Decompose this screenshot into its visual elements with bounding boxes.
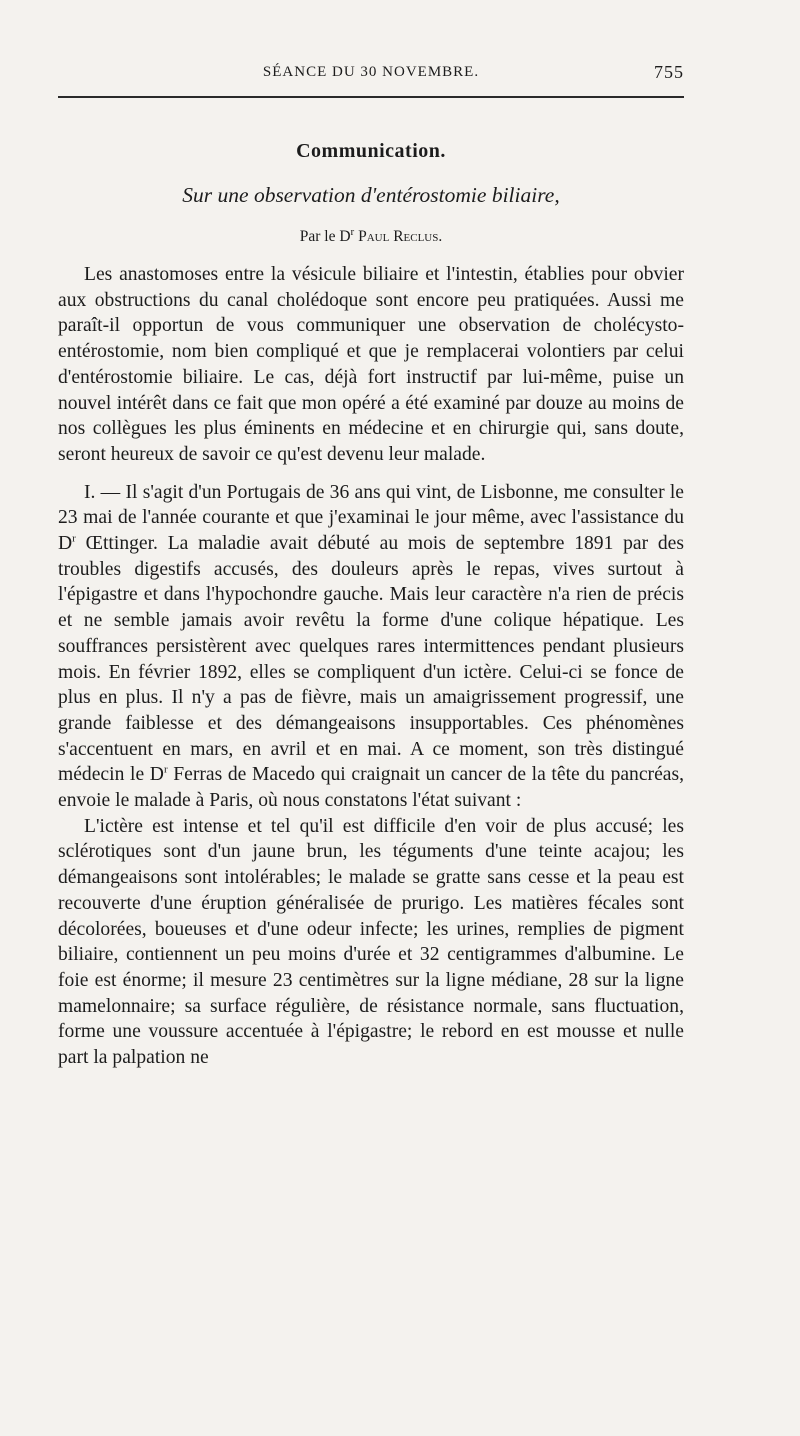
case-history-sup-1: r bbox=[72, 532, 76, 545]
header-rule bbox=[58, 96, 684, 98]
article-title: Sur une observation d'entérostomie biliaire, bbox=[182, 183, 560, 207]
byline bbox=[58, 225, 684, 246]
running-title: SÉANCE DU 30 NOVEMBRE. bbox=[262, 64, 480, 80]
byline-prefix: Par le D bbox=[299, 228, 351, 245]
running-head bbox=[58, 60, 684, 90]
paragraph-intro: Les anastomoses entre la vésicule biliaire et l'intestin, établies pour obvier aux obstructions du canal cholédoque sont encore peu pratiquées. Aussi me paraît-il opportun de vous communiquer une observation de cholécysto-entérostomie, nom bien compliqué et que je remplacerai volontiers par celui d'entérostomie biliaire. Le cas, déjà fort instructif par lui-même, puise un nouvel intérêt dans ce fait que mon opéré a été examiné par douze au moins de nos collègues les plus éminents en médecine et en chirurgie qui, sans doute, seront heureux de savoir ce qu'est devenu leur malade. bbox=[58, 264, 684, 465]
book-page bbox=[58, 60, 684, 1071]
case-history-part-a: I. — Il s'agit d'un Portugais de 36 ans qui vint, de Lisbonne, me consulter le 23 mai de l'année courante et que j'examinai le jour même, avec l'assistance du D bbox=[58, 481, 684, 555]
byline-sup: r bbox=[350, 225, 355, 238]
case-history-part-c: Ferras de Macedo qui craignait un cancer de la tête du pancréas, envoie le malade à Paris, où nous constatons l'état suivant : bbox=[58, 764, 684, 812]
body-text bbox=[58, 262, 684, 1071]
byline-author: Paul Reclus. bbox=[358, 228, 443, 245]
case-history-sup-2: r bbox=[163, 763, 168, 776]
case-history-part-b: Œttinger. La maladie avait débuté au mois de septembre 1891 par des troubles digestifs accusés, des douleurs après le repas, vives surtout à l'épigastre et dans l'hypochondre gauche. Mais leur caractère n'a rien de précis et ne semble jamais avoir revêtu la forme d'une colique hépatique. Les souffrances persistèrent avec quelques rares intermittences pendant plusieurs mois. En février 1892, elles se compliquent d'un ictère. Celui-ci se fonce de plus en plus. Il n'y a pas de fièvre, mais un amaigrissement progressif, une grande faiblesse et des démangeaisons insupportables. Ces phénomènes s'accentuent en mars, en avril et en mai. A ce moment, son très distingué médecin le D bbox=[58, 533, 684, 786]
page-number: 755 bbox=[654, 62, 684, 82]
paragraph-examination: L'ictère est intense et tel qu'il est difficile d'en voir de plus accusé; les sclérotiques sont d'un jaune brun, les téguments d'une teinte acajou; les démangeaisons sont intolérables; le malade se gratte sans cesse et la peau est recouverte d'une éruption généralisée de prurigo. Les matières fécales sont décolorées, boueuses et d'une odeur infecte; les urines, remplies de pigment biliaire, contiennent un peu moins d'urée et 32 centigrammes d'albumine. Le foie est énorme; il mesure 23 centimètres sur la ligne médiane, 28 sur la ligne mamelonnaire; sa surface régulière, de résistance normale, sans fluctuation, forme une voussure accentuée à l'épigastre; le rebord en est mousse et nulle part la palpation ne bbox=[58, 815, 684, 1069]
paragraph-case-history bbox=[58, 480, 684, 814]
section-title: Communication. bbox=[296, 140, 446, 162]
